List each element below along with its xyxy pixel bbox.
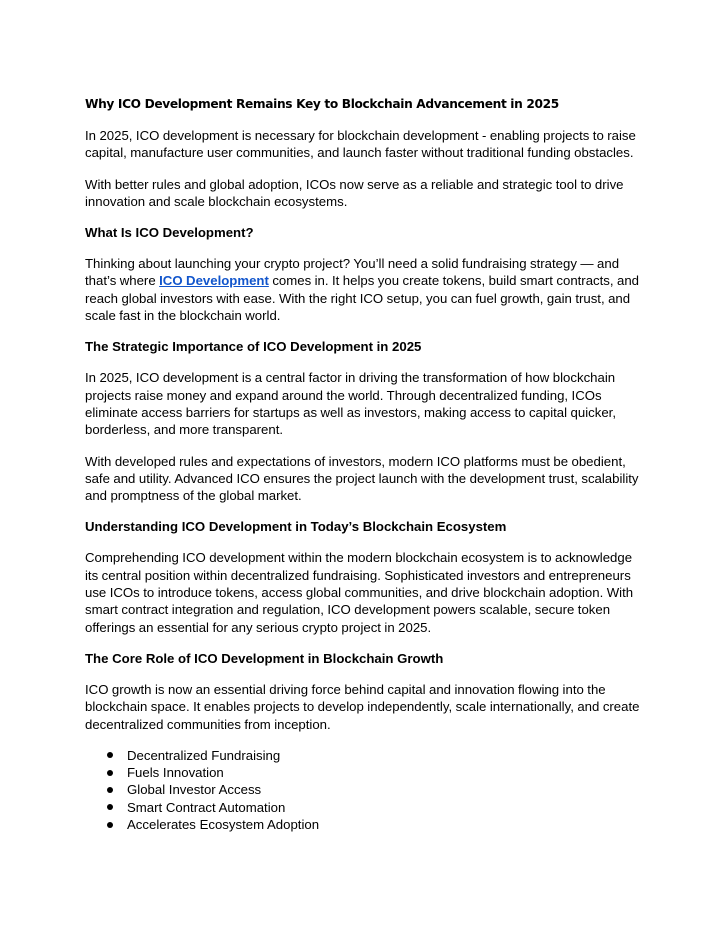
bullet-icon [107,822,113,828]
ico-development-link[interactable]: ICO Development [159,273,269,289]
intro-paragraph-1: In 2025, ICO development is necessary for blockchain development - enabling projects to raise capital, manufacture user communities, and launch faster without traditional funding obstacles. [85,128,636,161]
section-heading-understanding-ico: Understanding ICO Development in Today’s Blockchain Ecosystem [85,519,507,535]
list-item-text: Fuels Innovation [127,765,224,781]
section-paragraph: In 2025, ICO development is a central factor in driving the transformation of how blockchain projects raise money and expand around the world. Through decentralized funding, ICOs eliminate access barriers for startups as well as investors, making access to capital quicker, borderless, and more transparent. [85,370,616,438]
section-paragraph: With developed rules and expectations of investors, modern ICO platforms must be obedient, safe and utility. Advanced ICO ensures the project launch with the development trust, scalability and promptness of the global market. [85,453,639,504]
paragraph-text: Thinking about launching your crypto project? You’ll need a solid fundraising strategy — and that’s where [85,256,620,289]
section-paragraph: ICO growth is now an essential driving force behind capital and innovation flowing into the blockchain space. It enables projects to develop independently, scale internationally, and create decentralized communities from inception. [85,681,640,732]
list-item-text: Decentralized Fundraising [127,747,281,763]
section-heading-core-role: The Core Role of ICO Development in Blockchain Growth [85,650,444,666]
list-item-text: Global Investor Access [127,782,262,798]
paragraph-text: comes in. It helps you create tokens, build smart contracts, and reach global investors with ease. With the right ICO setup, you can fuel growth, gain trust, and scale fast in the blockchain world. [85,273,640,324]
intro-paragraph-2: With better rules and global adoption, ICOs now serve as a reliable and strategic tool to drive innovation and scale blockchain ecosystems. [85,176,624,209]
document-page [85,96,645,833]
list-item-text: Accelerates Ecosystem Adoption [127,817,320,833]
section-paragraph-what-is-ico [85,255,645,324]
bullet-icon [107,804,113,810]
section-heading-what-is-ico: What Is ICO Development? [85,225,254,241]
bullet-icon [107,752,113,758]
list-item [107,747,645,764]
list-item [107,764,645,781]
list-item-text: Smart Contract Automation [127,799,286,815]
bullet-icon [107,787,113,793]
bullet-icon [107,770,113,776]
section-paragraph: Comprehending ICO development within the modern blockchain ecosystem is to acknowledge its central position within decentralized fundraising. Sophisticated investors and entrepreneurs use ICOs to introduce tokens, access global communities, and drive blockchain adoption. With smart contract integration and regulation, ICO development powers scalable, secure token offerings an essential for any serious crypto project in 2025. [85,550,634,635]
document-title: Why ICO Development Remains Key to Blockchain Advancement in 2025 [85,97,559,111]
bullet-list [85,747,645,833]
list-item [107,816,645,833]
section-heading-strategic-importance: The Strategic Importance of ICO Development in 2025 [85,339,422,355]
list-item [107,781,645,798]
list-item [107,799,645,816]
